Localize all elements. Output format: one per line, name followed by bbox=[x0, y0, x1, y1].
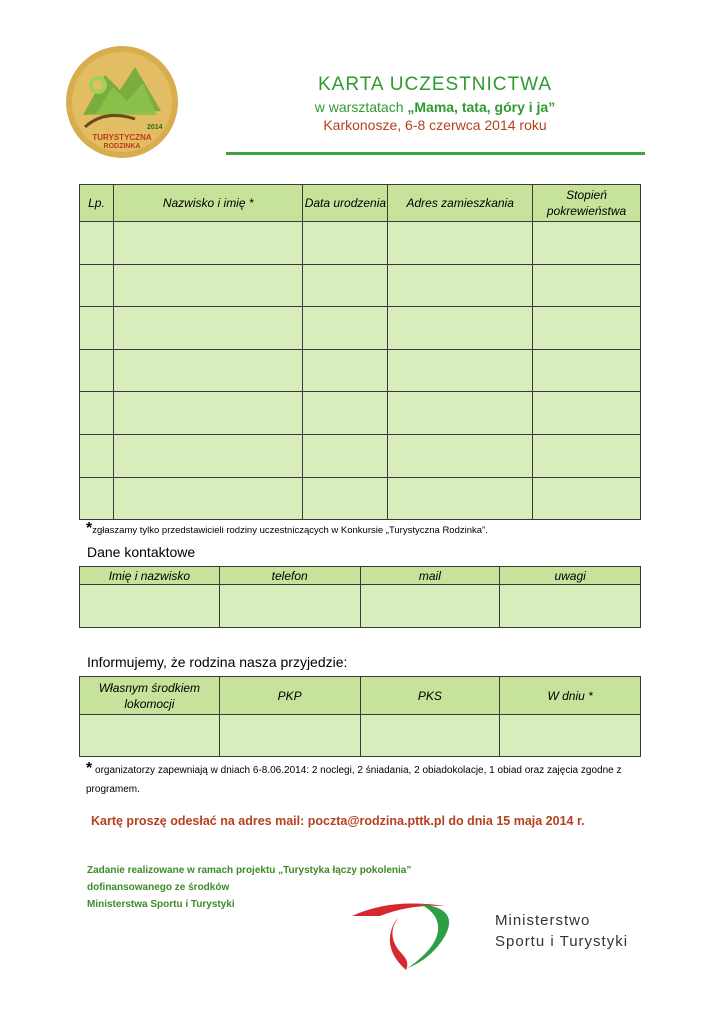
cell[interactable] bbox=[303, 222, 388, 265]
col-header-birthdate: Data urodzenia bbox=[303, 185, 388, 222]
footnote-star: * bbox=[86, 520, 93, 537]
cell[interactable] bbox=[303, 307, 388, 350]
cell[interactable] bbox=[303, 264, 388, 307]
col-header-fullname: Imię i nazwisko bbox=[80, 567, 220, 585]
table-row bbox=[80, 715, 641, 757]
cell[interactable] bbox=[533, 222, 641, 265]
cell[interactable] bbox=[80, 222, 114, 265]
cell[interactable] bbox=[533, 477, 641, 520]
cell[interactable] bbox=[80, 307, 114, 350]
cell[interactable] bbox=[113, 477, 303, 520]
ministry-logo bbox=[350, 896, 465, 971]
cell[interactable] bbox=[113, 392, 303, 435]
cell[interactable] bbox=[113, 307, 303, 350]
cell[interactable] bbox=[303, 434, 388, 477]
project-line2: dofinansowanego ze środków bbox=[87, 882, 230, 893]
col-header-mail: mail bbox=[360, 567, 500, 585]
cell[interactable] bbox=[219, 585, 360, 628]
cell[interactable] bbox=[80, 349, 114, 392]
place-date: Karkonosze, 6-8 czerwca 2014 roku bbox=[323, 117, 547, 133]
participants-table bbox=[79, 184, 641, 520]
cell[interactable] bbox=[303, 477, 388, 520]
cell[interactable] bbox=[388, 307, 533, 350]
cell[interactable] bbox=[533, 392, 641, 435]
contact-table bbox=[79, 566, 641, 628]
col-header-lp: Lp. bbox=[80, 185, 114, 222]
footnote-text: organizatorzy zapewniają w dniach 6-8.06.2014: 2 noclegi, 2 śniadania, 2 obiadokolacje, 1 obiad oraz zajęcia zgodne z programem. bbox=[86, 765, 622, 795]
table-row bbox=[80, 264, 641, 307]
ministry-line1: Ministerstwo bbox=[495, 912, 591, 929]
cell[interactable] bbox=[113, 222, 303, 265]
cell[interactable] bbox=[80, 477, 114, 520]
col-header-own-transport: Własnym środkiem lokomocji bbox=[80, 677, 220, 715]
travel-table bbox=[79, 676, 641, 757]
footnote-participants bbox=[86, 520, 488, 538]
ministry-name bbox=[495, 910, 628, 952]
cell[interactable] bbox=[388, 264, 533, 307]
cell[interactable] bbox=[533, 307, 641, 350]
table-row bbox=[80, 434, 641, 477]
table-row bbox=[80, 477, 641, 520]
header bbox=[226, 74, 644, 133]
table-row bbox=[80, 307, 641, 350]
footnote-star: * bbox=[86, 760, 93, 777]
subtitle-prefix: w warsztatach bbox=[314, 99, 408, 115]
col-header-notes: uwagi bbox=[500, 567, 641, 585]
cell[interactable] bbox=[113, 434, 303, 477]
cell[interactable] bbox=[303, 349, 388, 392]
table-row bbox=[80, 349, 641, 392]
project-line3: Ministerstwa Sportu i Turystyki bbox=[87, 899, 235, 910]
logo-line1: TURYSTYCZNA bbox=[92, 133, 152, 142]
cell[interactable] bbox=[388, 434, 533, 477]
logo-year: 2014 bbox=[147, 124, 163, 131]
col-header-pks: PKS bbox=[360, 677, 500, 715]
col-header-pkp: PKP bbox=[219, 677, 360, 715]
event-name: „Mama, tata, góry i ja” bbox=[407, 99, 556, 115]
cell[interactable] bbox=[500, 715, 641, 757]
page-title: KARTA UCZESTNICTWA bbox=[317, 74, 553, 95]
cell[interactable] bbox=[533, 434, 641, 477]
cell[interactable] bbox=[80, 715, 220, 757]
cell[interactable] bbox=[219, 715, 360, 757]
table-row bbox=[80, 222, 641, 265]
contact-heading: Dane kontaktowe bbox=[87, 544, 196, 560]
col-header-phone: telefon bbox=[219, 567, 360, 585]
cell[interactable] bbox=[533, 349, 641, 392]
cell[interactable] bbox=[533, 264, 641, 307]
col-header-name: Nazwisko i imię * bbox=[113, 185, 303, 222]
cell[interactable] bbox=[388, 477, 533, 520]
travel-heading: Informujemy, że rodzina nasza przyjedzie: bbox=[87, 654, 348, 670]
cell[interactable] bbox=[500, 585, 641, 628]
logo-line2: RODZINKA bbox=[103, 143, 141, 150]
cell[interactable] bbox=[80, 392, 114, 435]
cell[interactable] bbox=[388, 349, 533, 392]
footnote-text: zgłaszamy tylko przedstawicieli rodziny uczestniczących w Konkursie „Turystyczna Rodzinka”. bbox=[92, 525, 488, 536]
cell[interactable] bbox=[360, 715, 500, 757]
table-row bbox=[80, 392, 641, 435]
col-header-address: Adres zamieszkania bbox=[388, 185, 533, 222]
col-header-day: W dniu * bbox=[500, 677, 641, 715]
cell[interactable] bbox=[388, 222, 533, 265]
footnote-organizers bbox=[86, 759, 641, 799]
table-row bbox=[80, 585, 641, 628]
cell[interactable] bbox=[303, 392, 388, 435]
cell[interactable] bbox=[113, 349, 303, 392]
project-line1: Zadanie realizowane w ramach projektu „Turystyka łączy pokolenia” bbox=[87, 865, 412, 876]
cell[interactable] bbox=[80, 585, 220, 628]
cell[interactable] bbox=[80, 264, 114, 307]
send-instruction: Kartę proszę odesłać na adres mail: poczta@rodzina.pttk.pl do dnia 15 maja 2014 r. bbox=[91, 814, 585, 828]
col-header-relation: Stopień pokrewieństwa bbox=[533, 185, 641, 222]
cell[interactable] bbox=[388, 392, 533, 435]
header-divider bbox=[226, 152, 645, 155]
cell[interactable] bbox=[80, 434, 114, 477]
ministry-line2: Sportu i Turystyki bbox=[495, 933, 629, 950]
turystyczna-rodzinka-logo bbox=[65, 45, 179, 159]
subtitle bbox=[226, 99, 644, 115]
cell[interactable] bbox=[360, 585, 500, 628]
cell[interactable] bbox=[113, 264, 303, 307]
